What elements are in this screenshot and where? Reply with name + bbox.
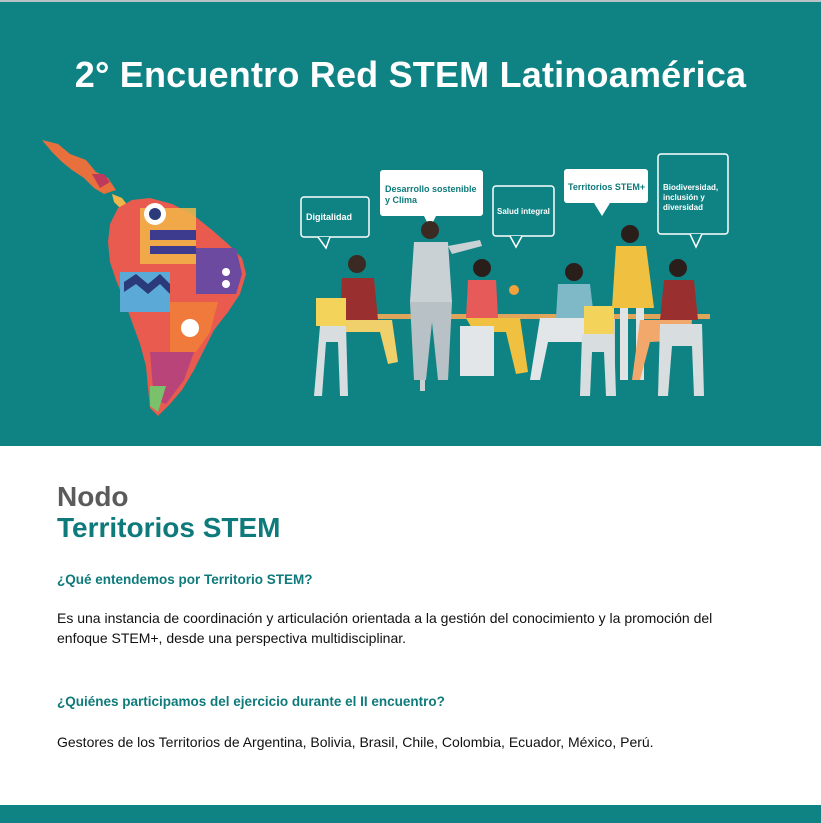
meeting-illustration [314,221,710,396]
latin-america-map [42,140,246,416]
speech-bubble-territorios [564,169,648,216]
speech-bubble-biodiversidad [658,154,728,247]
bubble-salud-text: Salud integral [497,207,550,216]
speech-bubble-desarrollo [380,170,483,228]
banner-illustration [0,2,821,446]
bubble-digitalidad-text: Digitalidad [306,212,353,222]
bubble-desarrollo-line2: y Clima [385,195,418,205]
section-kicker: Nodo [57,481,129,512]
bubble-territorios-text: Territorios STEM+ [568,182,646,192]
bubble-bio-line1: Biodiversidad, [663,183,719,192]
header-banner [0,2,821,446]
footer-bar [0,805,821,823]
question-participantes: ¿Quiénes participamos del ejercicio durante el II encuentro? [57,694,445,709]
bubble-bio-line3: diversidad [663,203,704,212]
banner-title: 2° Encuentro Red STEM Latinoamérica [74,54,747,95]
question-territorio: ¿Qué entendemos por Territorio STEM? [57,572,313,587]
speech-bubble-digitalidad [301,197,369,248]
speech-bubble-salud [493,186,554,247]
answer-participantes: Gestores de los Territorios de Argentina, Bolivia, Brasil, Chile, Colombia, Ecuador, México, Perú. [57,734,654,750]
section-heading: Territorios STEM [57,512,281,543]
bubble-bio-line2: inclusión y [663,193,705,202]
bubble-desarrollo-line1: Desarrollo sostenible [385,184,477,194]
section-header [57,482,777,544]
answer-territorio: Es una instancia de coordinación y articulación orientada a la gestión del conocimiento y la promoción del enfoque STEM+, desde una perspectiva multidisciplinar. [57,610,713,646]
